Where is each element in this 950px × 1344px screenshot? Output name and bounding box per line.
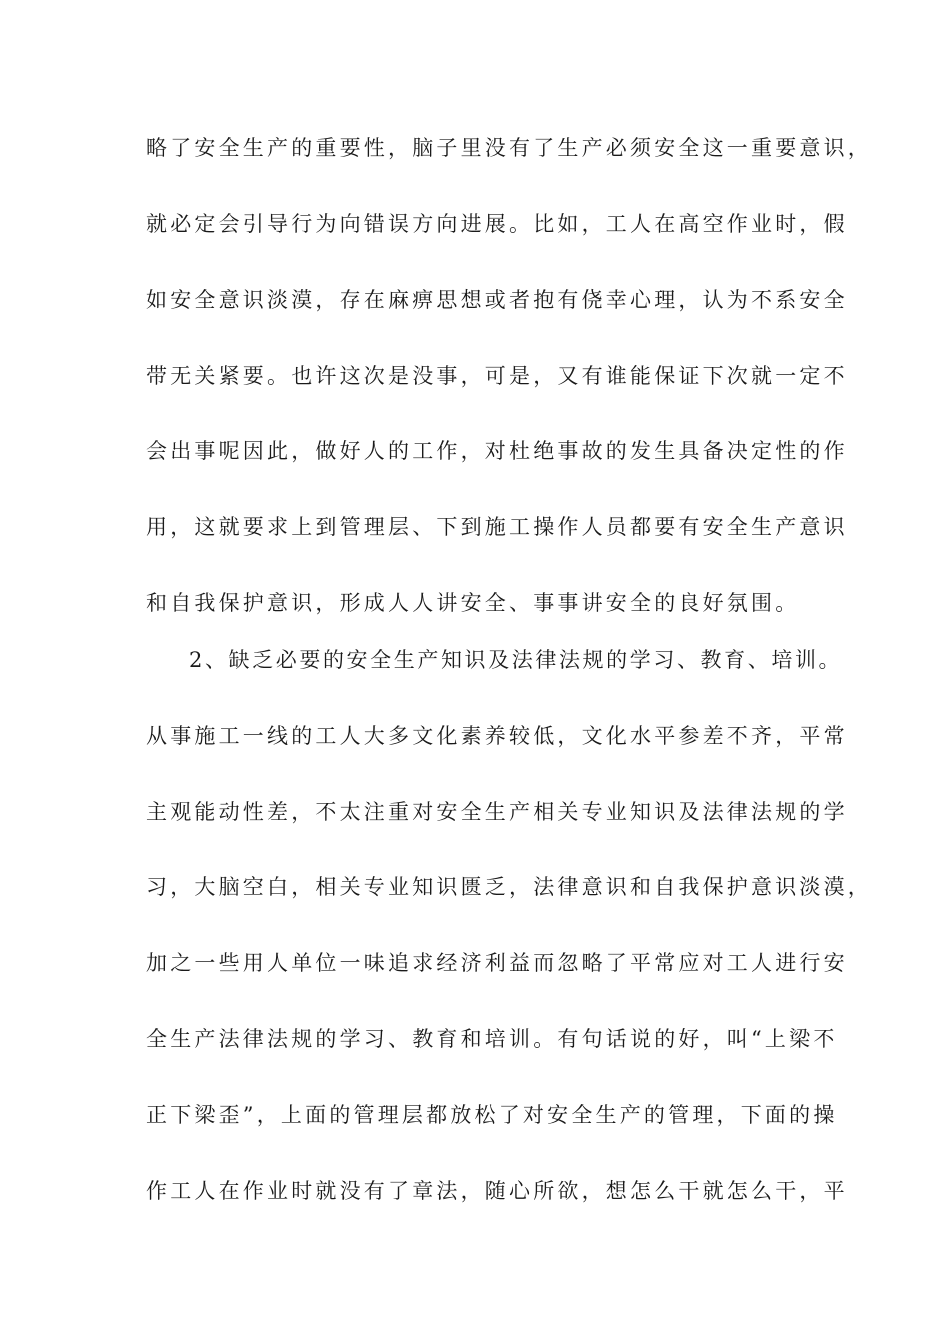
- body-text-line: 会出事呢因此，做好人的工作，对杜绝事故的发生具备决定性的作: [146, 439, 848, 463]
- body-text-line: 从事施工一线的工人大多文化素养较低，文化水平参差不齐，平常: [146, 724, 848, 748]
- body-text-line: 正下梁歪”，上面的管理层都放松了对安全生产的管理，下面的操: [146, 1103, 838, 1127]
- body-text-line: 加之一些用人单位一味追求经济利益而忽略了平常应对工人进行安: [146, 951, 848, 975]
- body-text-line: 全生产法律法规的学习、教育和培训。有句话说的好，叫“上梁不: [146, 1027, 838, 1051]
- body-text-line: 就必定会引导行为向错误方向进展。比如，工人在高空作业时，假: [146, 212, 848, 236]
- body-text-line: 主观能动性差，不太注重对安全生产相关专业知识及法律法规的学: [146, 800, 848, 824]
- section-heading-line: 2、缺乏必要的安全生产知识及法律法规的学习、教育、培训。: [189, 648, 843, 672]
- body-text-line: 习，大脑空白，相关专业知识匮乏，法律意识和自我保护意识淡漠，: [146, 875, 872, 899]
- body-text-line: 用，这就要求上到管理层、下到施工操作人员都要有安全生产意识: [146, 515, 848, 539]
- body-text-line: 如安全意识淡漠，存在麻痹思想或者抱有侥幸心理，认为不系安全: [146, 288, 848, 312]
- body-text-line: 作工人在作业时就没有了章法，随心所欲，想怎么干就怎么干，平: [146, 1179, 848, 1203]
- body-text-line: 略了安全生产的重要性，脑子里没有了生产必须安全这一重要意识，: [146, 136, 872, 160]
- body-text-line: 和自我保护意识，形成人人讲安全、事事讲安全的良好氛围。: [146, 591, 800, 615]
- body-text-line: 带无关紧要。也许这次是没事，可是，又有谁能保证下次就一定不: [146, 364, 848, 388]
